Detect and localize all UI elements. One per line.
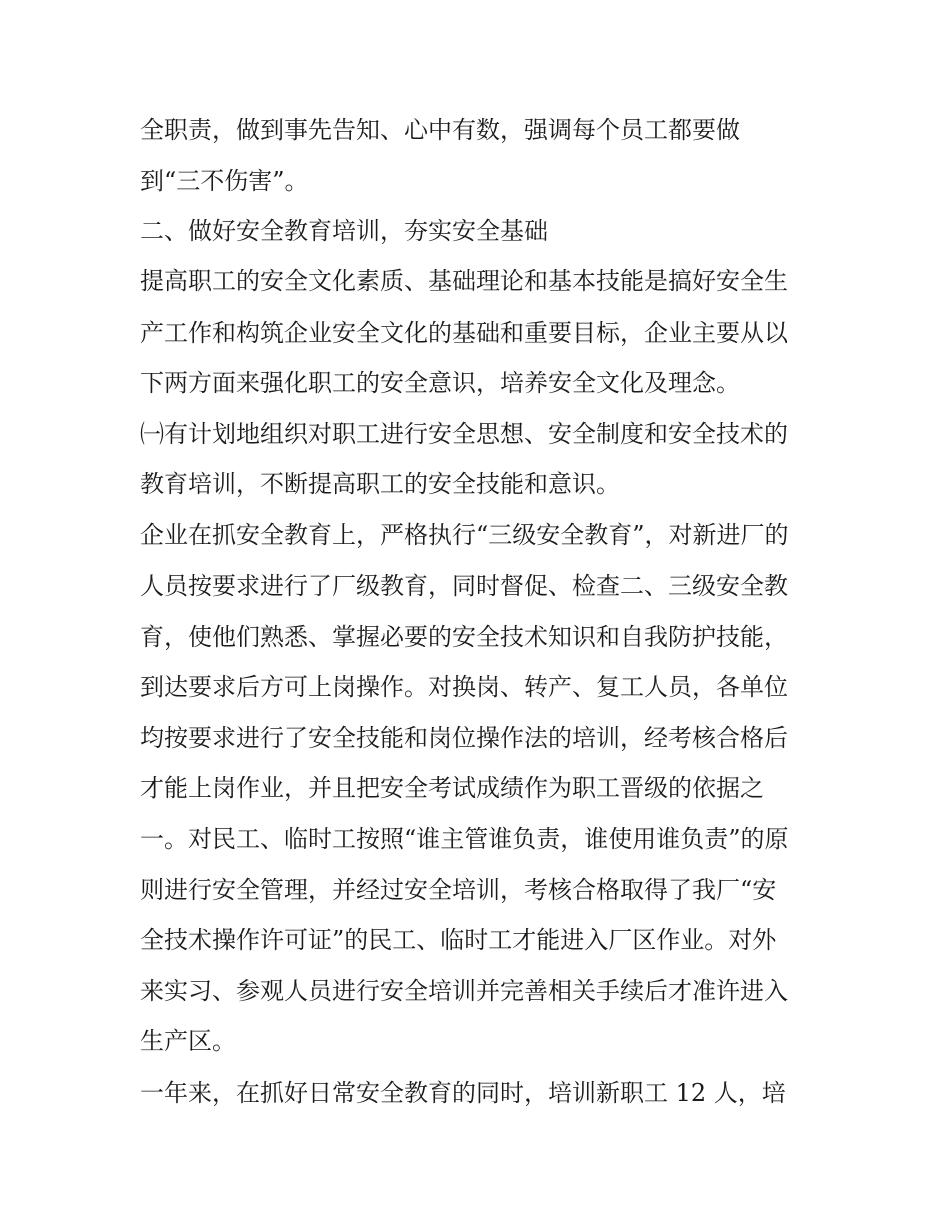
text-line: 均按要求进行了安全技能和岗位操作法的培训，经考核合格后 — [140, 724, 788, 752]
section-heading: 二、做好安全教育培训，夯实安全基础 — [140, 217, 548, 245]
text-line: 育，使他们熟悉、掌握必要的安全技术知识和自我防护技能， — [140, 623, 788, 651]
subsection-heading: 教育培训，不断提高职工的安全技能和意识。 — [140, 470, 620, 498]
text-line: 产工作和构筑企业安全文化的基础和重要目标，企业主要从以 — [140, 319, 788, 347]
text-line: 人员按要求进行了厂级教育，同时督促、检查二、三级安全教 — [140, 572, 788, 600]
text-line: 到达要求后方可上岗操作。对换岗、转产、复工人员，各单位 — [140, 673, 788, 701]
text-line: 一年来，在抓好日常安全教育的同时，培训新职工 12 人，培 — [140, 1079, 786, 1107]
text-line: 下两方面来强化职工的安全意识，培养安全文化及理念。 — [140, 369, 740, 397]
text-line: 生产区。 — [140, 1027, 236, 1055]
text-line: 提高职工的安全文化素质、基础理论和基本技能是搞好安全生 — [140, 267, 788, 295]
text-line: 来实习、参观人员进行安全培训并完善相关手续后才准许进入 — [140, 977, 788, 1005]
subsection-heading: ㈠有计划地组织对职工进行安全思想、安全制度和安全技术的 — [140, 420, 788, 448]
text-line: 则进行安全管理，并经过安全培训，考核合格取得了我厂“安 — [140, 876, 777, 904]
text-line: 才能上岗作业，并且把安全考试成绩作为职工晋级的依据之 — [140, 774, 764, 802]
text-line: 全技术操作许可证”的民工、临时工才能进入厂区作业。对外 — [140, 926, 777, 954]
text-line: 一。对民工、临时工按照“谁主管谁负责，谁使用谁负责”的原 — [140, 825, 789, 853]
text-line: 全职责，做到事先告知、心中有数，强调每个员工都要做 — [140, 116, 740, 144]
text-line: 到“三不伤害”。 — [140, 167, 309, 195]
text-line: 企业在抓安全教育上，严格执行“三级安全教育”，对新进厂的 — [140, 521, 789, 549]
